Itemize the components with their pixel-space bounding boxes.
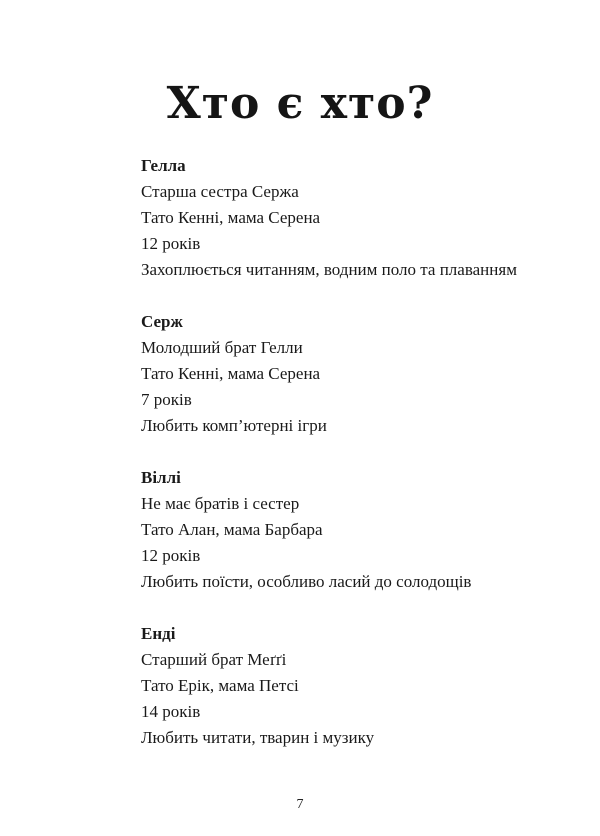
- character-parents: Тато Ерік, мама Петсі: [141, 676, 299, 695]
- page-number: 7: [296, 797, 304, 812]
- character-parents: Тато Кенні, мама Серена: [141, 208, 321, 227]
- character-name: Енді: [141, 624, 176, 643]
- character-age: 12 років: [141, 234, 201, 253]
- character-relation: Не має братів і сестер: [141, 494, 300, 513]
- character-interests: Любить поїсти, особливо ласий до солодощів: [141, 572, 472, 591]
- character-name: Серж: [141, 312, 183, 331]
- character-entry-serzh: [141, 309, 571, 439]
- character-relation: Старша сестра Сержа: [141, 182, 299, 201]
- character-relation: Старший брат Меґґі: [141, 650, 287, 669]
- page-title: Хто є хто?: [166, 78, 434, 129]
- character-age: 12 років: [141, 546, 201, 565]
- character-name: Віллі: [141, 468, 181, 487]
- character-interests: Захоплюється читанням, водним поло та плаванням: [141, 260, 517, 279]
- character-interests: Любить комп’ютерні ігри: [141, 416, 327, 435]
- character-parents: Тато Кенні, мама Серена: [141, 364, 321, 383]
- character-parents: Тато Алан, мама Барбара: [141, 520, 323, 539]
- character-list: [141, 153, 571, 777]
- character-relation: Молодший брат Гелли: [141, 338, 303, 357]
- character-entry-endi: [141, 621, 571, 751]
- character-age: 7 років: [141, 390, 192, 409]
- character-age: 14 років: [141, 702, 201, 721]
- character-entry-villi: [141, 465, 571, 595]
- character-interests: Любить читати, тварин і музику: [141, 728, 375, 747]
- character-entry-gella: [141, 153, 571, 283]
- character-name: Гелла: [141, 156, 186, 175]
